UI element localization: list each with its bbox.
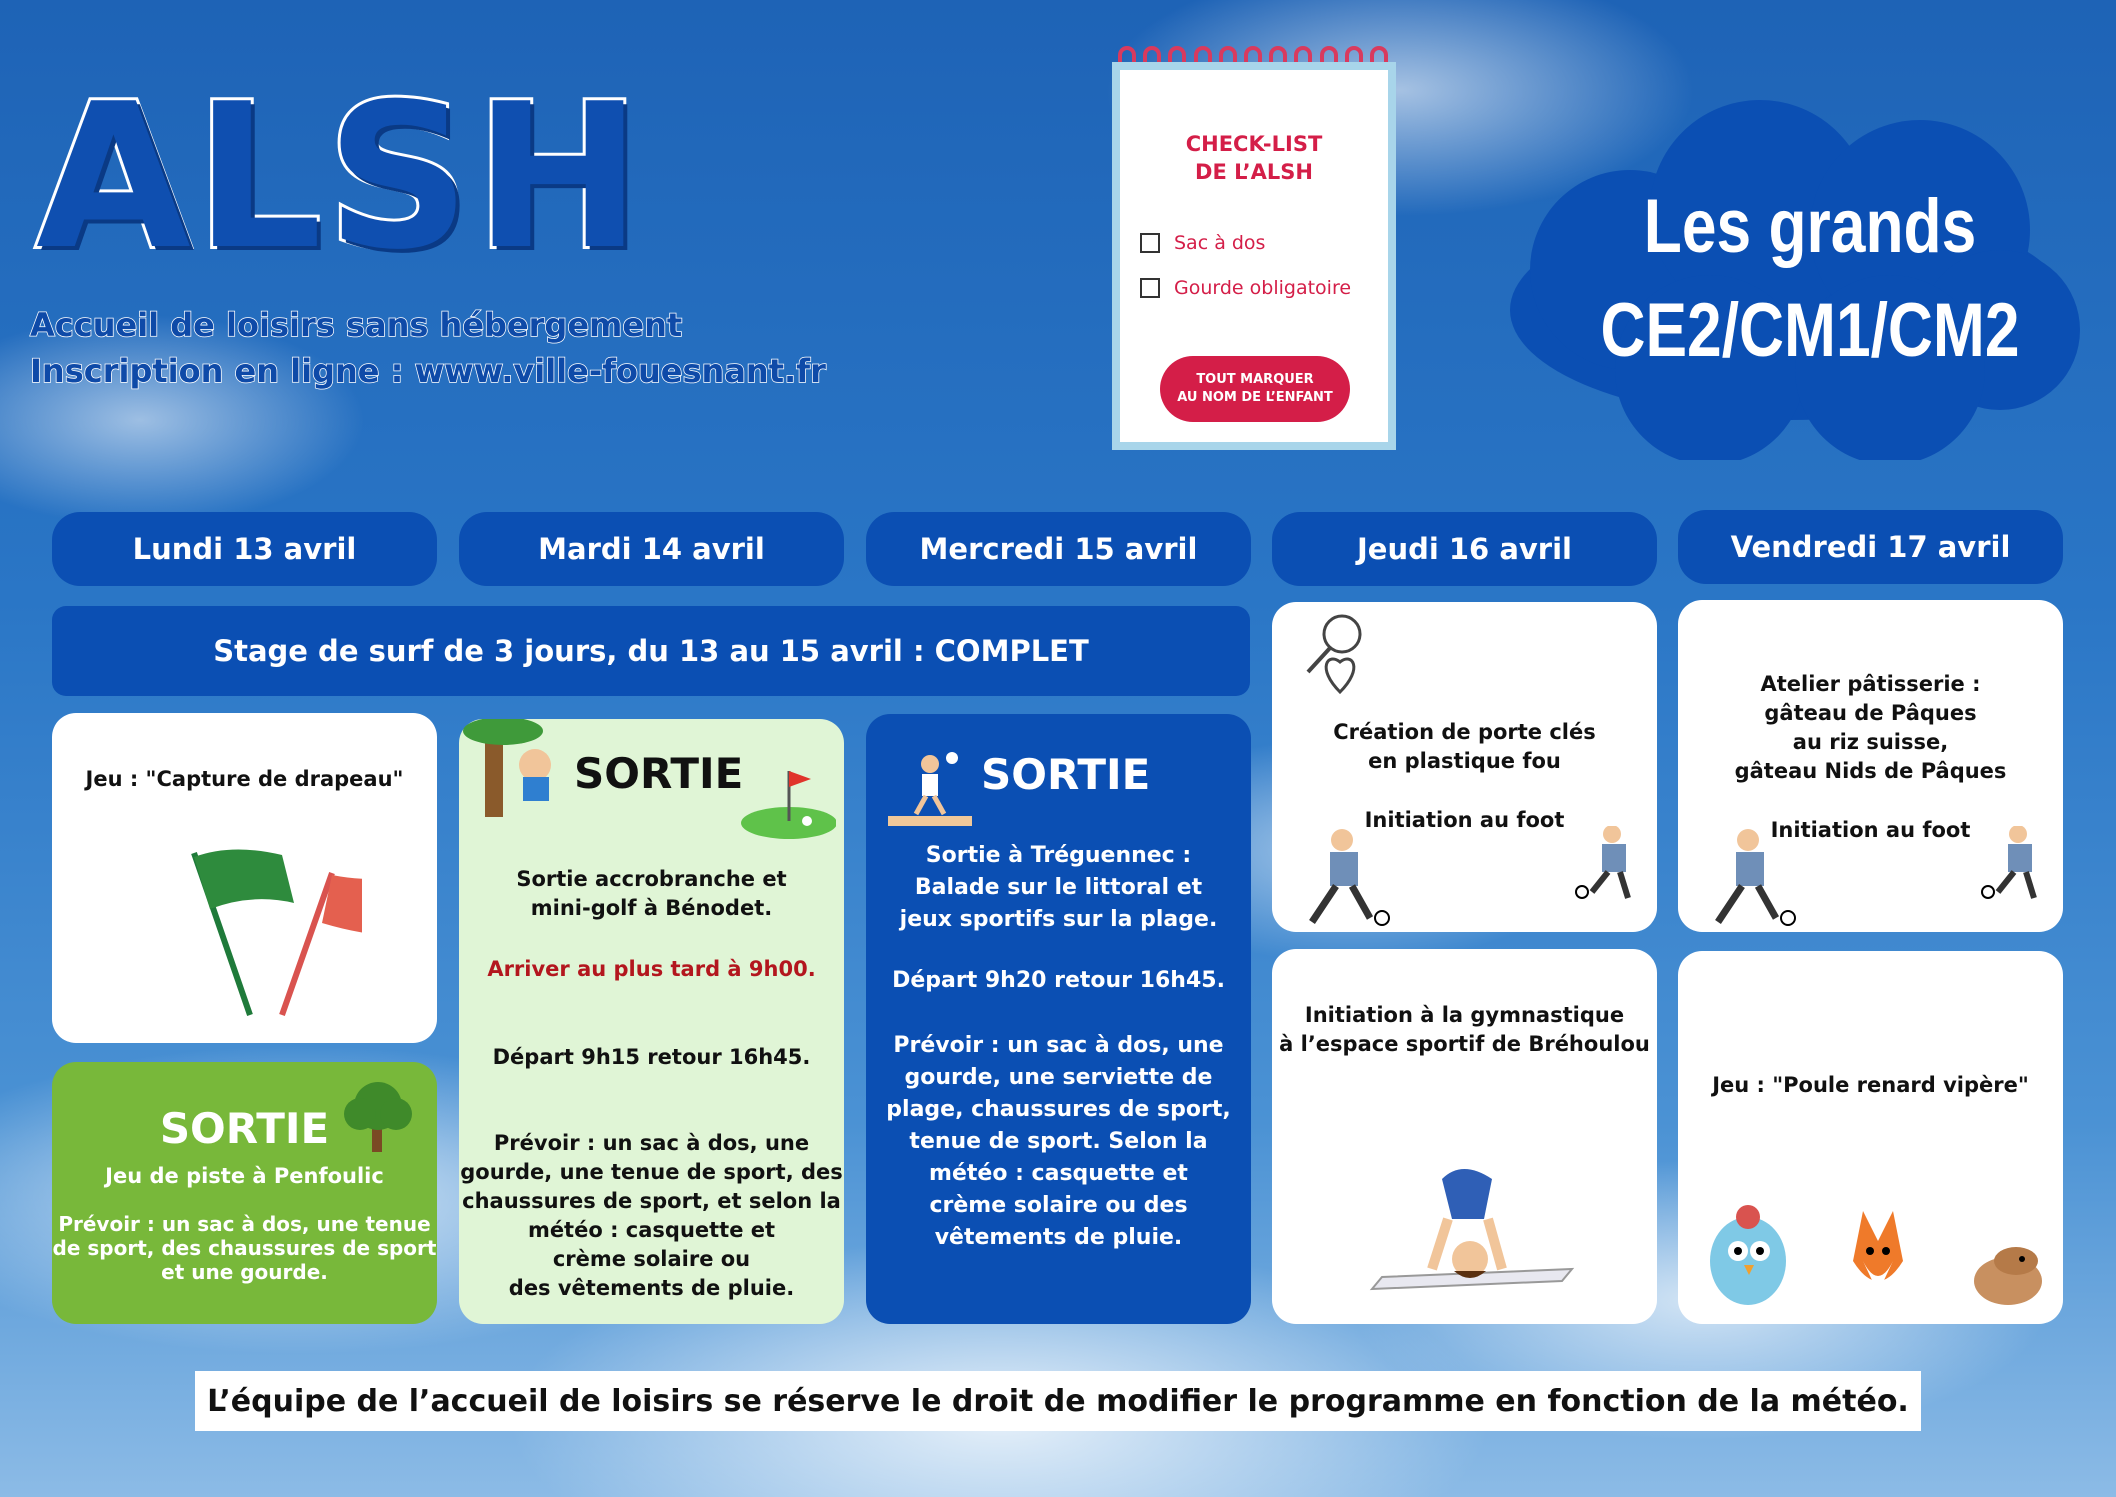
- monday-sortie-title: SORTIE: [159, 1104, 330, 1153]
- friday-atelier-text: Atelier pâtisserie : gâteau de Pâques au riz suisse, gâteau Nids de Pâques: [1734, 672, 2007, 783]
- friday-atelier-card: [1678, 600, 2063, 932]
- footer-notice: L’équipe de l’accueil de loisirs se réserve le droit de modifier le programme en fonction de la météo.: [195, 1371, 1921, 1431]
- tuesday-description: Sortie accrobranche et mini-golf à Bénodet.: [516, 867, 787, 920]
- animals-icon: [1688, 1181, 2058, 1311]
- beach-sport-icon: [886, 750, 976, 830]
- thursday-gym-card: [1272, 949, 1657, 1324]
- friday-foot: Initiation au foot: [1770, 818, 1971, 842]
- checkbox[interactable]: [1140, 278, 1160, 298]
- friday-game-text: Jeu : "Poule renard vipère": [1712, 1073, 2029, 1097]
- football-players-icon: [1688, 826, 2058, 926]
- checklist-title: CHECK-LIST DE L’ALSH: [1185, 132, 1323, 184]
- checklist-item[interactable]: Gourde obligatoire: [1140, 277, 1351, 299]
- monday-prevoir: Prévoir : un sac à dos, une tenue de sport, des chaussures de sport et une gourde.: [52, 1212, 437, 1284]
- golf-icon: [731, 767, 836, 839]
- wednesday-sortie-title: SORTIE: [981, 750, 1151, 799]
- checkbox[interactable]: [1140, 233, 1160, 253]
- group-title: Les grands CE2/CM1/CM2: [1600, 184, 2020, 373]
- thursday-gym-text: Initiation à la gymnastique à l’espace sportif de Bréhoulou: [1279, 1003, 1650, 1056]
- keychain-icon: [1288, 612, 1368, 702]
- label-reminder-badge: TOUT MARQUER AU NOM DE L’ENFANT: [1160, 356, 1350, 422]
- flags-icon: [132, 843, 362, 1023]
- monday-game-card: [52, 713, 437, 1043]
- monday-sortie-place: Jeu de piste à Penfoulic: [105, 1164, 384, 1188]
- football-players-icon: [1282, 826, 1652, 926]
- surf-banner: Stage de surf de 3 jours, du 13 au 15 avril : COMPLET: [52, 606, 1250, 696]
- friday-game-card: [1678, 951, 2063, 1324]
- subtitle-line2[interactable]: Inscription en ligne : www.ville-fouesnant.fr: [30, 352, 826, 390]
- day-header-friday: Vendredi 17 avril: [1678, 510, 2063, 584]
- day-header-tuesday: Mardi 14 avril: [459, 512, 844, 586]
- checklist-notepad: [1112, 62, 1396, 450]
- wednesday-prevoir: Prévoir : un sac à dos, une gourde, une serviette de plage, chaussures de sport, tenue de sport. Selon la météo : casquette et crème solaire ou des vêtements de pluie.: [886, 1033, 1231, 1250]
- tuesday-prevoir: Prévoir : un sac à dos, une gourde, une tenue de sport, des chaussures de sport, et selon la météo : casquette et crème solaire ou des vêtements de pluie.: [460, 1131, 843, 1300]
- accrobranche-icon: [463, 719, 563, 819]
- thursday-foot: Initiation au foot: [1364, 808, 1565, 832]
- tuesday-warning: Arriver au plus tard à 9h00.: [487, 957, 816, 981]
- tuesday-sortie-title: SORTIE: [574, 749, 744, 798]
- wednesday-sortie-card: [866, 714, 1251, 1324]
- day-header-monday: Lundi 13 avril: [52, 512, 437, 586]
- wednesday-description: Sortie à Tréguennec : Balade sur le littoral et jeux sportifs sur la plage.: [899, 843, 1218, 932]
- monday-sortie-card: [52, 1062, 437, 1324]
- monday-game-text: Jeu : "Capture de drapeau": [85, 767, 404, 791]
- day-header-thursday: Jeudi 16 avril: [1272, 512, 1657, 586]
- tuesday-depart: Départ 9h15 retour 16h45.: [492, 1045, 811, 1069]
- thursday-activity-card: [1272, 602, 1657, 932]
- checklist-item[interactable]: Sac à dos: [1140, 232, 1265, 254]
- day-header-wednesday: Mercredi 15 avril: [866, 512, 1251, 586]
- tuesday-sortie-card: [459, 719, 844, 1324]
- wednesday-depart: Départ 9h20 retour 16h45.: [892, 968, 1225, 993]
- thursday-activity-text: Création de porte clés en plastique fou: [1333, 720, 1596, 773]
- alsh-logo: ALSH: [36, 61, 646, 294]
- subtitle-line1: Accueil de loisirs sans hébergement: [30, 306, 683, 344]
- gymnastics-icon: [1362, 1159, 1582, 1299]
